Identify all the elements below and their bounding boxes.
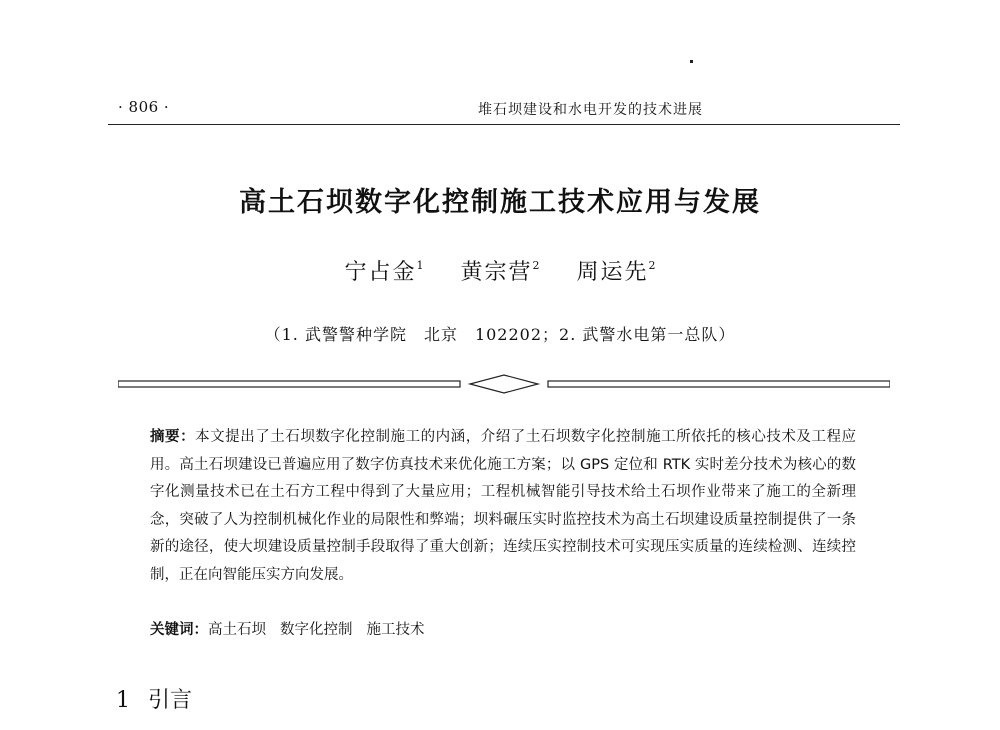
author-name: 黄宗营 — [460, 260, 533, 285]
scan-dot — [690, 60, 693, 63]
abstract-label: 摘要： — [150, 429, 196, 445]
author-affiliation-mark: 2 — [532, 259, 540, 272]
ornamental-divider — [118, 374, 890, 394]
keywords-label: 关键词： — [150, 622, 208, 638]
paper-title: 高土石坝数字化控制施工技术应用与发展 — [239, 187, 761, 218]
journal-title: 堆石坝建设和水电开发的技术进展 — [478, 102, 703, 118]
divider-right-bar — [548, 381, 890, 387]
running-header — [108, 96, 900, 125]
keyword: 数字化控制 — [280, 622, 353, 638]
divider-diamond — [470, 375, 538, 393]
section-heading — [116, 683, 192, 714]
author-list — [0, 255, 1000, 286]
divider-left-bar — [118, 381, 460, 387]
section-title: 引言 — [148, 688, 193, 713]
page-number: · 806 · — [118, 98, 170, 116]
author-name: 宁占金 — [344, 260, 417, 285]
abstract — [150, 424, 856, 589]
author-affiliation-mark: 2 — [648, 259, 656, 272]
keyword: 施工技术 — [366, 622, 425, 638]
author — [577, 255, 656, 286]
abstract-text: 本文提出了土石坝数字化控制施工的内涵，介绍了土石坝数字化控制施工所依托的核心技术及工程应用。高土石坝建设已普遍应用了数字仿真技术来优化施工方案；以 GPS 定位和 RTK 实时差分技术为核心的数字化测量技术已在土石方工程中得到了大量应用；工程机械智能引导技术给土石坝作业带来了施工的全新理念，突破了人为控制机械化作业的局限性和弊端；坝料碾压实时监控技术为高土石坝建设质量控制提供了一条新的途径，使大坝建设质量控制手段取得了重大创新；连续压实控制技术可实现压实质量的连续检测、连续控制，正在向智能压实方向发展。 — [150, 429, 857, 583]
affiliation: （1. 武警警种学院 北京 102202；2. 武警水电第一总队） — [264, 325, 736, 344]
keywords — [150, 618, 856, 639]
author — [460, 255, 539, 286]
author-name: 周运先 — [576, 260, 649, 285]
section-number: 1 — [116, 688, 130, 713]
author — [344, 255, 423, 286]
keyword: 高土石坝 — [208, 622, 266, 638]
author-affiliation-mark: 1 — [416, 259, 424, 272]
